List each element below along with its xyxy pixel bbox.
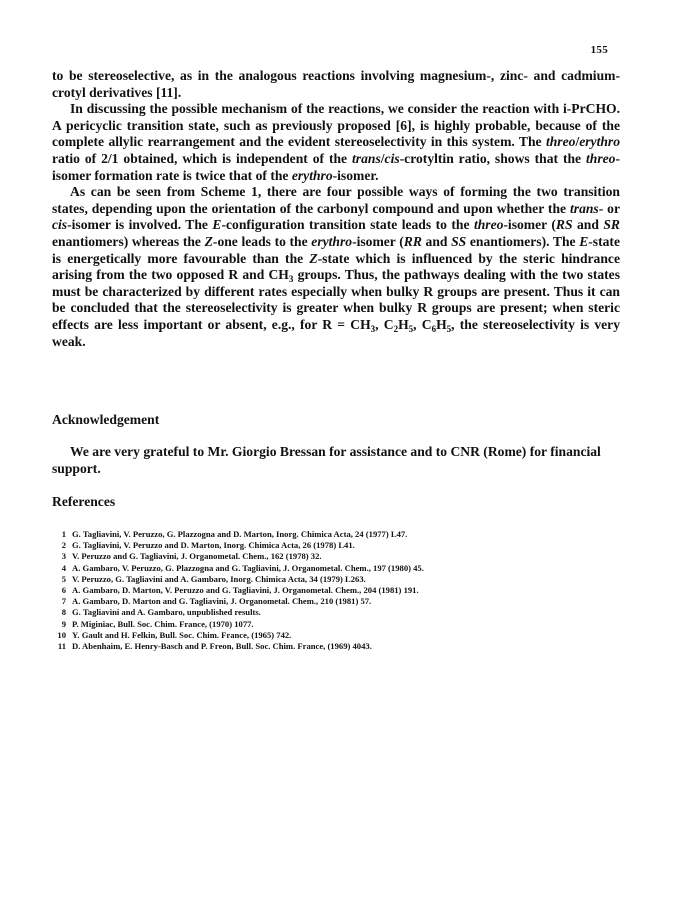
reference-item bbox=[50, 641, 630, 652]
reference-text: D. Abenhaim, E. Henry-Basch and P. Freon, Bull. Soc. Chim. France, (1969) 4043. bbox=[72, 641, 372, 652]
reference-text: A. Gambaro, D. Marton and G. Tagliavini, J. Organometal. Chem., 210 (1981) 57. bbox=[72, 596, 372, 607]
reference-number: 2 bbox=[61, 540, 66, 551]
reference-item bbox=[50, 551, 630, 562]
reference-item bbox=[50, 540, 630, 551]
reference-item bbox=[50, 585, 630, 596]
page-number: 155 bbox=[590, 44, 608, 56]
reference-item bbox=[50, 529, 630, 540]
reference-item bbox=[50, 607, 630, 618]
reference-text: A. Gambaro, V. Peruzzo, G. Plazzogna and G. Tagliavini, J. Organometal. Chem., 197 (1980) 45. bbox=[72, 562, 424, 573]
acknowledgement-text bbox=[52, 444, 620, 477]
reference-text: Y. Gault and H. Felkin, Bull. Soc. Chim. France, (1965) 742. bbox=[72, 629, 292, 640]
acknowledgement-paragraph: We are very grateful to Mr. Giorgio Bressan for assistance and to CNR (Rome) for financial support. bbox=[52, 444, 601, 476]
reference-item bbox=[50, 563, 630, 574]
reference-item bbox=[50, 630, 630, 641]
reference-text: A. Gambaro, D. Marton, V. Peruzzo and G. Tagliavini, J. Organometal. Chem., 204 (1981) 191. bbox=[72, 585, 419, 596]
paragraph-mechanism: In discussing the possible mechanism of the reactions, we consider the reaction with i-PrCHO. A pericyclic transition state, such as previously proposed [6], is highly probable, because of the complete allylic rearrangement and the evident stereoselectivity in this system. The threo/erythro ratio of 2/1 obtained, which is independent of the trans/cis-crotyltin ratio, shows that the threo-isomer formation rate is twice that of the erythro-isomer. bbox=[52, 101, 621, 183]
reference-item bbox=[50, 619, 630, 630]
reference-number: 8 bbox=[61, 607, 66, 618]
reference-text: P. Miginiac, Bull. Soc. Chim. France, (1970) 1077. bbox=[72, 618, 254, 629]
reference-text: G. Tagliavini, V. Peruzzo and D. Marton, Inorg. Chimica Acta, 26 (1978) L41. bbox=[72, 540, 355, 551]
reference-number: 4 bbox=[61, 562, 66, 573]
reference-text: G. Tagliavini and A. Gambaro, unpublished results. bbox=[72, 607, 261, 618]
reference-text: G. Tagliavini, V. Peruzzo, G. Plazzogna and D. Marton, Inorg. Chimica Acta, 24 (1977) L47. bbox=[72, 529, 408, 539]
reference-number: 9 bbox=[61, 618, 66, 629]
paragraph-scheme: As can be seen from Scheme 1, there are four possible ways of forming the two transition states, depending upon the orientation of the carbonyl compound and upon whether the trans- or cis-isomer is involved. The E-configuration transition state leads to the threo-isomer (RS and SR enantiomers) whereas the Z-one leads to the erythro-isomer (RR and SS enantiomers). The E-state is energetically more favourable than the Z-state which is influenced by the steric hindrance arising from the two opposed R and $CH_3$ groups. Thus, the pathways dealing with the two states must be characterized by different rates especially when bulky R groups are present. Thus it can be concluded that the stereoselectivity is greater when bulky R groups are present; when steric effects are less important or absent, e.g., for $R = CH_3$, $C_2H_5$, $C_6H_5$, the stereoselectivity is very weak. bbox=[52, 184, 621, 349]
reference-number: 3 bbox=[61, 551, 66, 562]
reference-number: 7 bbox=[61, 596, 66, 607]
reference-text: V. Peruzzo and G. Tagliavini, J. Organometal. Chem., 162 (1978) 32. bbox=[72, 551, 322, 562]
body-text bbox=[52, 68, 620, 350]
reference-item bbox=[50, 596, 630, 607]
reference-number: 5 bbox=[61, 573, 66, 584]
paragraph-continuation: to be stereoselective, as in the analogous reactions involving magnesium-, zinc- and cadmium-crotyl derivatives [11]. bbox=[52, 68, 620, 100]
reference-text: V. Peruzzo, G. Tagliavini and A. Gambaro, Inorg. Chimica Acta, 34 (1979) L263. bbox=[72, 573, 366, 584]
reference-item bbox=[50, 574, 630, 585]
reference-number: 10 bbox=[57, 629, 66, 640]
reference-number: 6 bbox=[61, 585, 66, 596]
reference-number: 11 bbox=[57, 641, 66, 652]
references-heading: References bbox=[52, 494, 116, 509]
reference-list bbox=[50, 529, 630, 652]
acknowledgement-heading: Acknowledgement bbox=[52, 412, 160, 427]
reference-number: 1 bbox=[61, 529, 66, 539]
